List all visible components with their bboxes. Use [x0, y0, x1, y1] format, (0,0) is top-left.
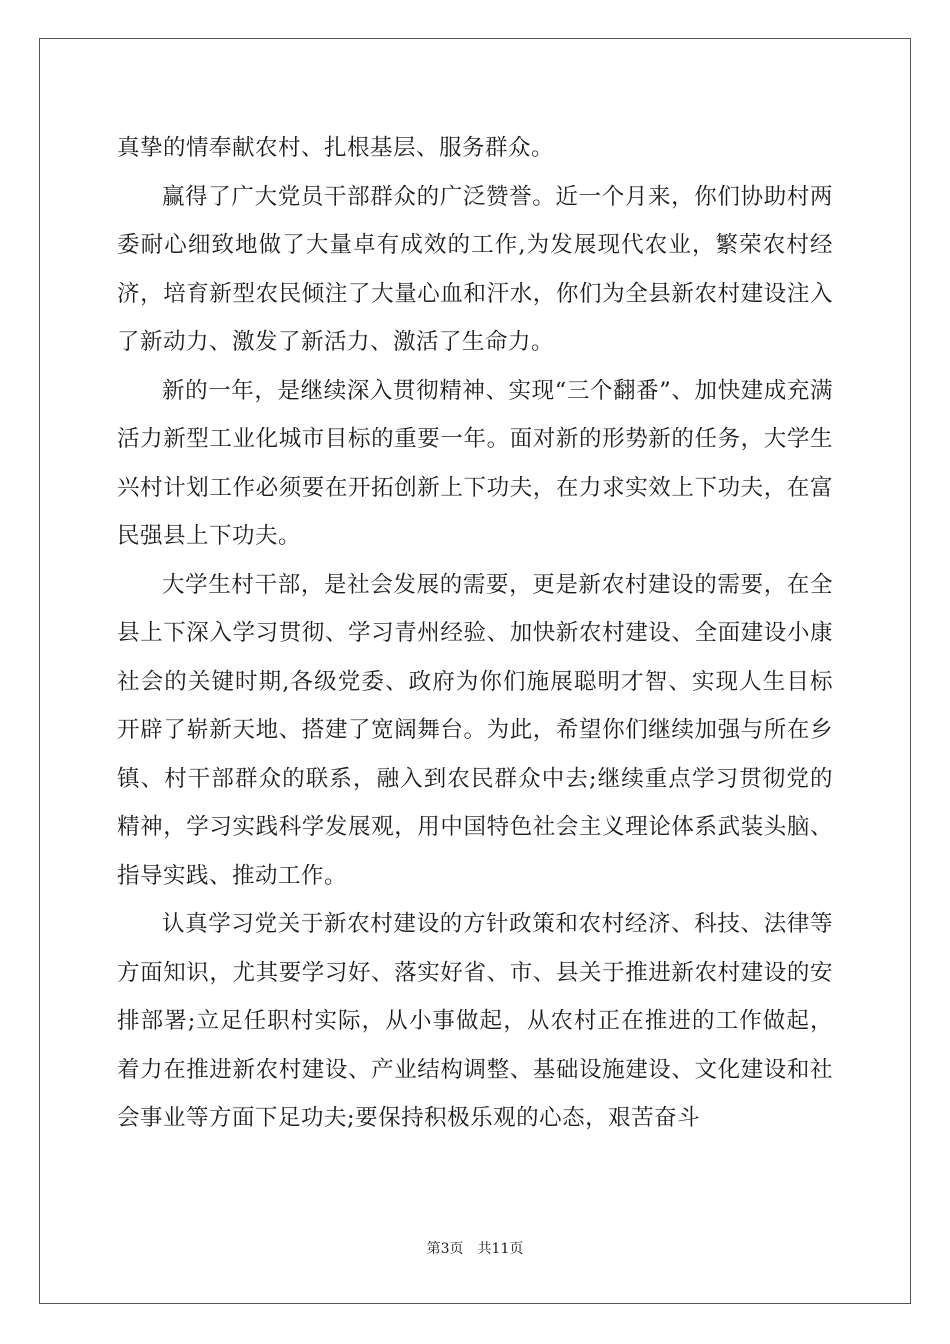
paragraph-1: 真挚的情奉献农村、扎根基层、服务群众。: [117, 135, 555, 161]
paragraph-3: 新的一年，是继续深入贯彻精神、实现“三个翻番”、加快建成充满活力新型工业化城市目标的重要一年。面对新的形势新的任务，大学生兴村计划工作必须要在开拓创新上下功夫，在力求实效上下功夫，在富民强县上下功夫。: [117, 377, 833, 549]
document-body: [117, 124, 833, 1143]
paragraph-2: 赢得了广大党员干部群众的广泛赞誉。近一个月来，你们协助村两委耐心细致地做了大量卓有成效的工作,为发展现代农业，繁荣农村经济，培育新型农民倾注了大量心血和汗水，你们为全县新农村建设注入了新动力、激发了新活力、激活了生命力。: [117, 183, 833, 355]
paragraph-4: 大学生村干部，是社会发展的需要，更是新农村建设的需要，在全县上下深入学习贯彻、学习青州经验、加快新农村建设、全面建设小康社会的关键时期,各级党委、政府为你们施展聪明才智、实现人生目标开辟了崭新天地、搭建了宽阔舞台。为此，希望你们继续加强与所在乡镇、村干部群众的联系，融入到农民群众中去;继续重点学习贯彻党的精神，学习实践科学发展观，用中国特色社会主义理论体系武装头脑、指导实践、推动工作。: [117, 571, 833, 889]
total-pages-label: 共11页: [477, 1241, 524, 1257]
paragraph-5: 认真学习党关于新农村建设的方针政策和农村经济、科技、法律等方面知识，尤其要学习好、落实好省、市、县关于推进新农村建设的安排部署;立足任职村实际，从小事做起，从农村正在推进的工作做起，着力在推进新农村建设、产业结构调整、基础设施建设、文化建设和社会事业等方面下足功夫;要保持积极乐观的心态，艰苦奋斗: [117, 911, 833, 1131]
page-footer: [0, 1240, 950, 1258]
current-page-label: 第3页: [426, 1241, 464, 1257]
